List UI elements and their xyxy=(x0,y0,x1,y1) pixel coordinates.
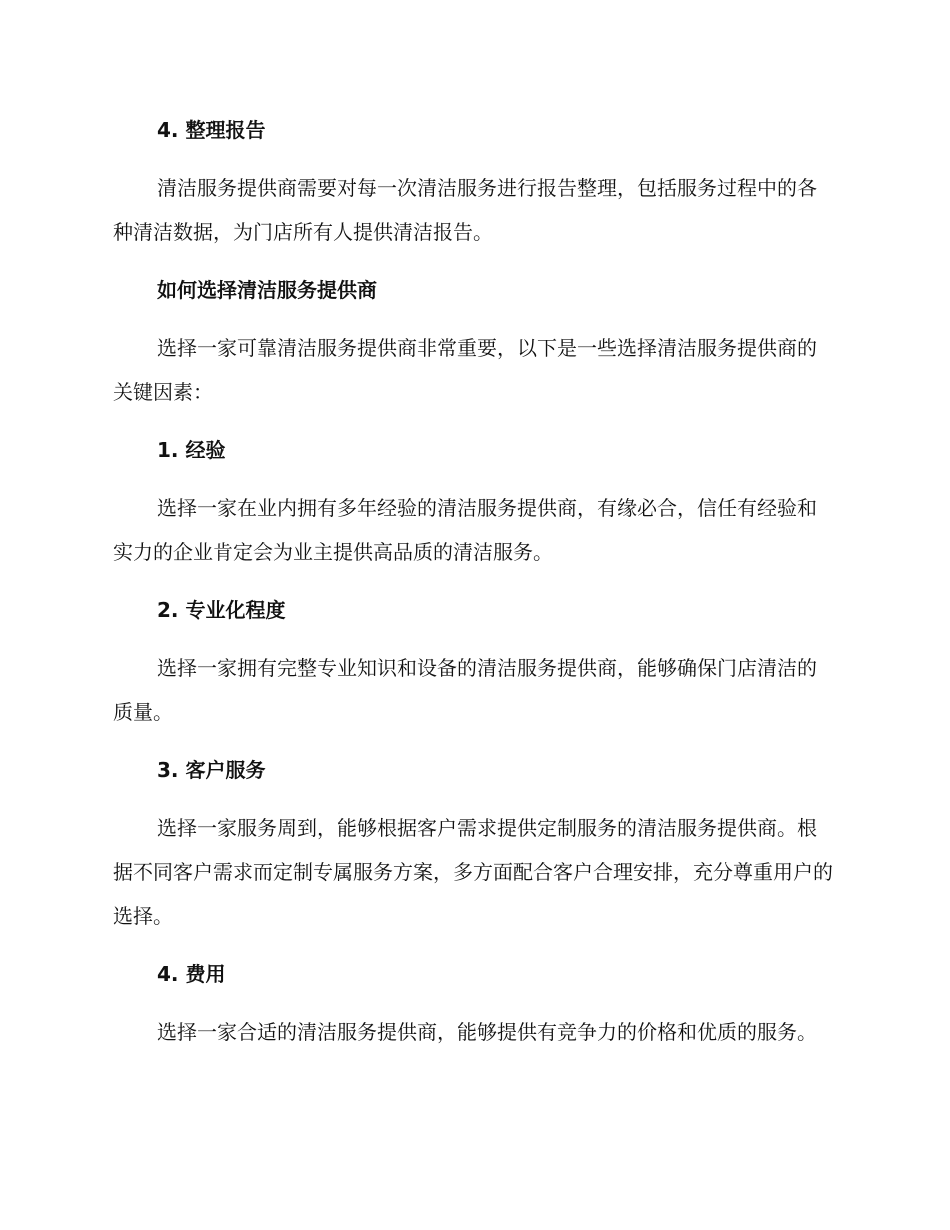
section-heading-customer-service: 3. 客户服务 xyxy=(157,758,266,782)
paragraph-cost: 选择一家合适的清洁服务提供商，能够提供有竞争力的价格和优质的服务。 xyxy=(157,1020,817,1044)
paragraph-professionalism: 选择一家拥有完整专业知识和设备的清洁服务提供商，能够确保门店清洁的质量。 xyxy=(113,656,817,724)
paragraph-report: 清洁服务提供商需要对每一次清洁服务进行报告整理，包括服务过程中的各种清洁数据，为门店所有人提供清洁报告。 xyxy=(113,176,817,244)
section-heading-professionalism: 2. 专业化程度 xyxy=(157,598,286,622)
paragraph-customer-service: 选择一家服务周到，能够根据客户需求提供定制服务的清洁服务提供商。根据不同客户需求而定制专属服务方案，多方面配合客户合理安排，充分尊重用户的选择。 xyxy=(113,816,833,928)
paragraph-experience: 选择一家在业内拥有多年经验的清洁服务提供商，有缘必合，信任有经验和实力的企业肯定会为业主提供高品质的清洁服务。 xyxy=(113,496,817,564)
section-heading-how-to-choose: 如何选择清洁服务提供商 xyxy=(157,278,377,302)
section-heading-cost: 4. 费用 xyxy=(157,962,226,986)
section-heading-experience: 1. 经验 xyxy=(157,438,226,462)
section-heading-report: 4. 整理报告 xyxy=(157,118,266,142)
document-body xyxy=(113,108,833,1068)
paragraph-how-to-choose: 选择一家可靠清洁服务提供商非常重要，以下是一些选择清洁服务提供商的关键因素： xyxy=(113,336,817,404)
